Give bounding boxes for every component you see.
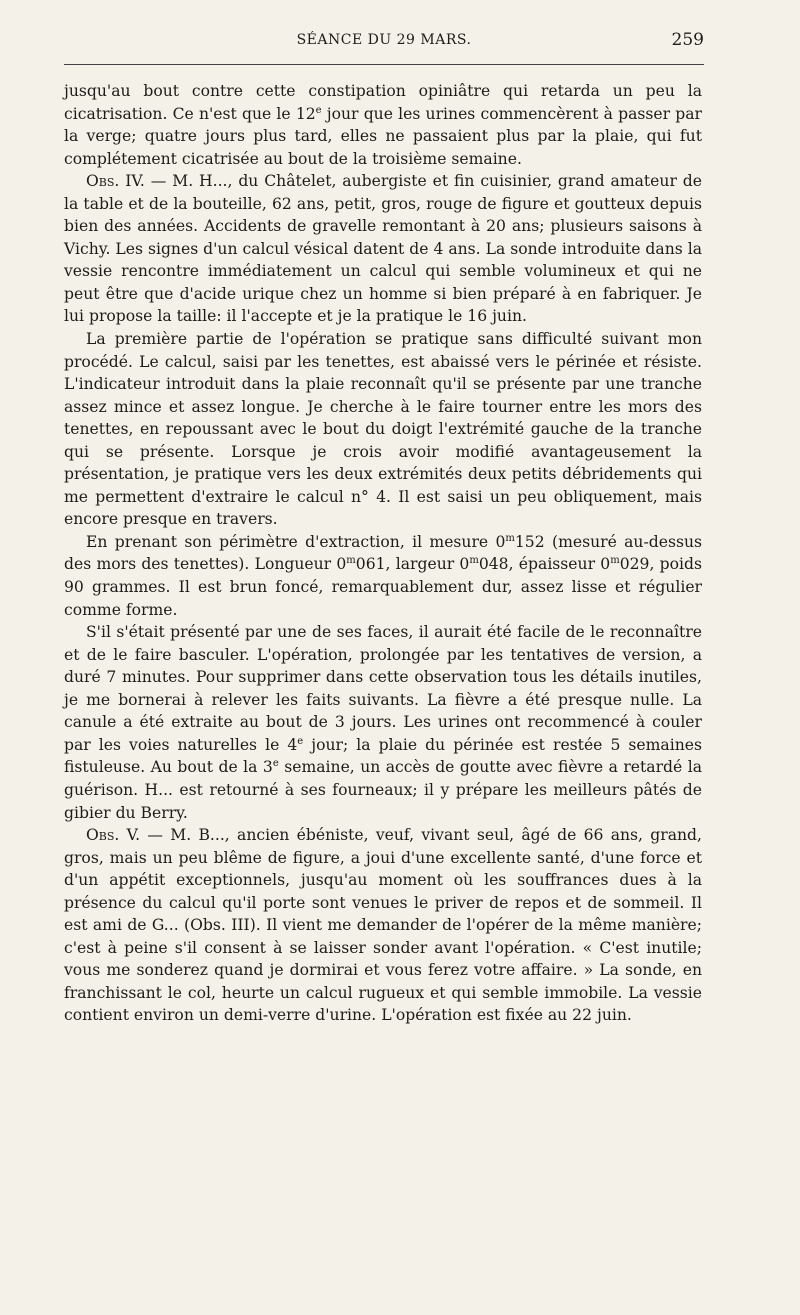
superscript: e: [272, 758, 279, 770]
text-run: En prenant son périmètre d'extraction, il mesure 0: [86, 532, 506, 551]
text-run: Obs: [86, 826, 115, 845]
paragraph: [64, 328, 702, 531]
paragraph: [64, 170, 702, 328]
text-run: 048, épaisseur 0: [478, 555, 611, 574]
text-run: . IV. — M. H..., du Châtelet, aubergiste et fin cuisinier, grand amateur de la table et de la bouteille, 62 ans, petit, gros, rouge de figure et goutteux depuis bien des années. Accidents de gravelle remontant à 20 ans; plusieurs saisons à Vichy. Les signes d'un calcul vésical datent de 4 ans. La sonde introduite dans la vessie rencontre immédiatement un calcul qui semble volumineux et qui ne peut être que d'acide urique chez un homme si bien préparé à en fabriquer. Je lui propose la taille: il l'accepte et je la pratique le 16 juin.: [64, 172, 702, 326]
text-run: jour que les urines commencèrent à passer par la verge; quatre jours plus tard, elles ne passaient plus par la plaie, qui fut complétement cicatrisée au bout de la troisième semaine.: [64, 104, 702, 168]
text-run: Obs: [86, 172, 115, 191]
text-run: La première partie de l'opération se pratique sans difficulté suivant mon procédé. Le calcul, saisi par les tenettes, est abaissé vers le périnée et résiste. L'indicateur introduit dans la plaie reconnaît qu'il se présente par une tranche assez mince et assez longue. Je cherche à le faire tourner entre les mors des tenettes, en repoussant avec le bout du doigt l'extrémité gauche de la tranche qui se présente. Lorsque je crois avoir modifié avantageusement la présentation, je pratique vers les deux extrémités deux petits débridements qui me permettent d'extraire le calcul n° 4. Il est saisi un peu obliquement, mais encore presque en travers.: [64, 330, 702, 529]
text-run: jusqu'au bout contre cette constipation opiniâtre qui retarda un peu la cicatrisation. Ce n'est que le 12: [64, 82, 702, 123]
paragraph: [64, 824, 702, 1027]
superscript: m: [610, 555, 620, 567]
text-run: . V. — M. B..., ancien ébéniste, veuf, vivant seul, âgé de 66 ans, grand, gros, mais un peu blême de figure, a joui d'une excellente santé, d'une force et d'un appétit exceptionnels, jusqu'au moment où les souffrances dues à la présence du calcul qu'il porte sont venues le priver de repos et de sommeil. Il est ami de G... (Obs. III). Il vient me demander de l'opérer de la même manière; c'est à peine s'il consent à se laisser sonder avant l'opération. « C'est inutile; vous me sonderez quand je dormirai et vous ferez votre affaire. » La sonde, en franchissant le col, heurte un calcul rugueux et qui semble immobile. La vessie contient environ un demi-verre d'urine. L'opération est fixée au 22 juin.: [64, 826, 702, 1025]
paragraph: [64, 531, 702, 621]
text-run: 029, poids 90 grammes. Il est brun foncé, remarquablement dur, assez lisse et régulier comme forme.: [64, 555, 702, 619]
superscript: m: [346, 555, 356, 567]
page-header: [64, 30, 704, 56]
superscript: e: [315, 104, 322, 116]
page-number: 259: [671, 30, 704, 50]
paragraph: [64, 80, 702, 170]
text-run: 152 (mesuré au-dessus des mors des tenettes). Longueur 0: [64, 532, 703, 574]
body-text: [64, 80, 702, 1027]
text-run: jour; la plaie du périnée est restée 5 semaines fistuleuse. Au bout de la 3: [64, 735, 702, 777]
superscript: m: [469, 555, 479, 567]
running-head: SÉANCE DU 29 MARS.: [296, 32, 472, 48]
superscript: m: [505, 532, 515, 544]
paragraph: [64, 621, 702, 824]
text-run: S'il s'était présenté par une de ses faces, il aurait été facile de le reconnaître et de le faire basculer. L'opération, prolongée par les tentatives de version, a duré 7 minutes. Pour supprimer dans cette observation tous les détails inutiles, je me bornerai à relever les faits suivants. La fièvre a été presque nulle. La canule a été extraite au bout de 3 jours. Les urines ont recommencé à couler par les voies naturelles le 4: [64, 623, 702, 754]
superscript: e: [297, 735, 304, 747]
text-run: 061, largeur 0: [355, 555, 470, 574]
text-run: semaine, un accès de goutte avec fièvre a retardé la guérison. H... est retourné à ses fourneaux; il y prépare les meilleurs pâtés de gibier du Berry.: [64, 758, 702, 822]
header-rule: [64, 64, 704, 65]
